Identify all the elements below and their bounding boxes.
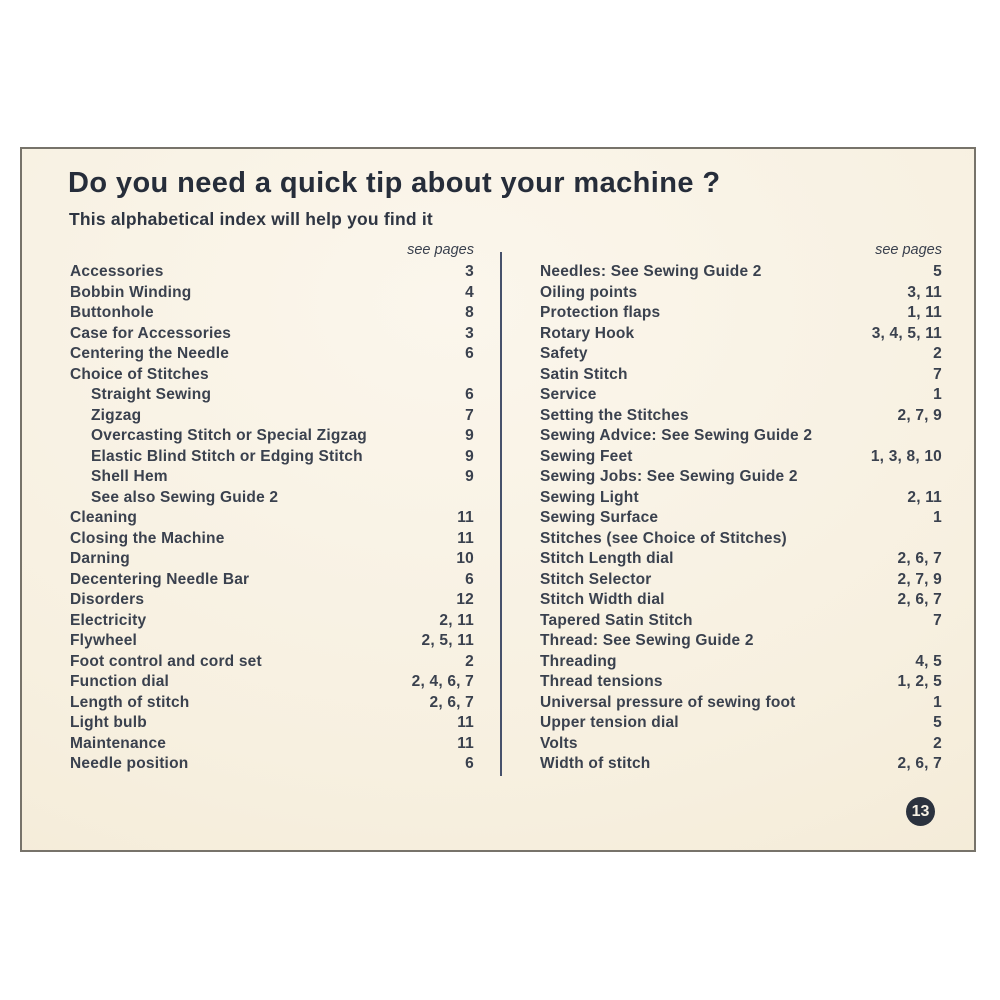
entry-pages: 10 bbox=[456, 550, 474, 567]
entry-label: Width of stitch bbox=[540, 755, 651, 772]
entry-label: Foot control and cord set bbox=[70, 652, 262, 670]
index-entry bbox=[70, 303, 474, 324]
entry-label: Tapered Satin Stitch bbox=[540, 611, 693, 629]
entry-label: Rotary Hook bbox=[540, 324, 635, 342]
entry-pages: 6 bbox=[465, 345, 474, 362]
entry-label: Electricity bbox=[70, 611, 147, 629]
entry-label: Oiling points bbox=[540, 283, 638, 301]
entry-label: Sewing Feet bbox=[540, 447, 633, 465]
entry-pages: 11 bbox=[457, 509, 474, 526]
entry-label: Setting the Stitches bbox=[540, 406, 689, 424]
index-entry bbox=[70, 447, 474, 468]
entry-label: Sewing Jobs: See Sewing Guide 2 bbox=[540, 468, 798, 485]
entry-label: Decentering Needle Bar bbox=[70, 570, 250, 588]
entry-pages: 9 bbox=[465, 427, 474, 444]
entry-pages: 6 bbox=[465, 570, 474, 588]
index-entry bbox=[70, 406, 474, 427]
entry-pages: 9 bbox=[465, 447, 474, 465]
index-entry bbox=[540, 672, 942, 693]
index-entry bbox=[540, 385, 942, 406]
entry-pages: 4 bbox=[465, 283, 474, 301]
entry-label: See also Sewing Guide 2 bbox=[91, 488, 279, 506]
entry-pages: 2, 4, 6, 7 bbox=[411, 673, 474, 690]
entry-pages: 12 bbox=[456, 591, 474, 608]
entry-pages: 1, 11 bbox=[907, 304, 942, 321]
entry-label: Maintenance bbox=[70, 734, 167, 752]
index-entry bbox=[540, 529, 942, 550]
index-entry bbox=[70, 754, 474, 775]
entry-pages: 6 bbox=[465, 386, 474, 403]
entry-label: Service bbox=[540, 386, 597, 403]
entry-label: Thread: See Sewing Guide 2 bbox=[540, 632, 754, 649]
entry-pages: 7 bbox=[933, 611, 942, 629]
entry-pages: 7 bbox=[933, 365, 942, 383]
entry-label: Darning bbox=[70, 550, 130, 567]
page-subtitle: This alphabetical index will help you find it bbox=[69, 209, 433, 229]
entry-pages: 9 bbox=[465, 468, 474, 485]
index-entry bbox=[70, 693, 474, 714]
entry-pages: 2, 6, 7 bbox=[897, 591, 942, 608]
index-entry bbox=[70, 549, 474, 570]
entry-label: Sewing Light bbox=[540, 488, 639, 506]
index-entry bbox=[540, 549, 942, 570]
entry-pages: 1, 3, 8, 10 bbox=[870, 447, 942, 465]
entry-label: Choice of Stitches bbox=[70, 365, 209, 383]
index-entry bbox=[540, 631, 942, 652]
entry-label: Bobbin Winding bbox=[70, 283, 192, 301]
entry-label: Sewing Surface bbox=[540, 509, 659, 526]
index-entry bbox=[70, 283, 474, 304]
index-entry bbox=[540, 447, 942, 468]
index-entry bbox=[70, 426, 474, 447]
page-number: 13 bbox=[911, 802, 930, 820]
index-entry bbox=[70, 570, 474, 591]
index-entry bbox=[70, 611, 474, 632]
entry-pages: 2, 11 bbox=[907, 488, 942, 506]
entry-label: Light bulb bbox=[70, 714, 147, 731]
entry-label: Overcasting Stitch or Special Zigzag bbox=[91, 427, 367, 444]
entry-pages: 1 bbox=[933, 386, 942, 403]
see-pages-header-right: see pages bbox=[875, 242, 942, 258]
index-entry bbox=[540, 283, 942, 304]
index-entry bbox=[70, 508, 474, 529]
entry-pages: 2 bbox=[933, 734, 942, 752]
index-entry bbox=[540, 406, 942, 427]
index-entry bbox=[540, 488, 942, 509]
index-entry bbox=[540, 611, 942, 632]
entry-label: Disorders bbox=[70, 591, 145, 608]
entry-label: Safety bbox=[540, 345, 588, 362]
entry-label: Needles: See Sewing Guide 2 bbox=[540, 263, 762, 280]
index-entry bbox=[70, 344, 474, 365]
entry-pages: 2, 6, 7 bbox=[897, 755, 942, 772]
entry-label: Function dial bbox=[70, 673, 170, 690]
entry-pages: 8 bbox=[465, 304, 474, 321]
entry-pages: 3 bbox=[465, 263, 474, 280]
entry-pages: 2 bbox=[933, 345, 942, 362]
index-entry bbox=[540, 754, 942, 775]
page-number-badge bbox=[906, 797, 935, 826]
entry-label: Protection flaps bbox=[540, 304, 661, 321]
entry-pages: 1 bbox=[933, 693, 942, 711]
index-entry bbox=[540, 426, 942, 447]
index-entry bbox=[540, 508, 942, 529]
index-entry bbox=[70, 631, 474, 652]
index-entry bbox=[540, 652, 942, 673]
entry-label: Stitch Width dial bbox=[540, 591, 665, 608]
entry-pages: 3, 4, 5, 11 bbox=[871, 324, 942, 342]
entry-label: Elastic Blind Stitch or Edging Stitch bbox=[91, 447, 363, 465]
entry-pages: 6 bbox=[465, 755, 474, 772]
entry-label: Buttonhole bbox=[70, 304, 154, 321]
entry-pages: 5 bbox=[933, 263, 942, 280]
index-column-right bbox=[540, 241, 942, 775]
index-entry bbox=[70, 385, 474, 406]
entry-label: Case for Accessories bbox=[70, 324, 232, 342]
index-column-left bbox=[70, 241, 474, 775]
index-rows-left bbox=[70, 262, 474, 775]
index-entry bbox=[540, 324, 942, 345]
entry-pages: 2, 11 bbox=[439, 611, 474, 629]
index-entry bbox=[540, 344, 942, 365]
page-title: Do you need a quick tip about your machine ? bbox=[68, 167, 721, 199]
entry-label: Universal pressure of sewing foot bbox=[540, 693, 796, 711]
entry-pages: 1, 2, 5 bbox=[897, 673, 942, 690]
manual-index-page bbox=[20, 147, 976, 852]
entry-label: Volts bbox=[540, 734, 578, 752]
entry-label: Shell Hem bbox=[91, 468, 168, 485]
see-pages-header-left: see pages bbox=[407, 242, 474, 258]
entry-label: Length of stitch bbox=[70, 693, 190, 711]
index-entry bbox=[70, 713, 474, 734]
entry-label: Sewing Advice: See Sewing Guide 2 bbox=[540, 427, 813, 444]
entry-pages: 2 bbox=[465, 652, 474, 670]
index-entry bbox=[540, 303, 942, 324]
entry-label: Accessories bbox=[70, 263, 164, 280]
index-entry bbox=[540, 570, 942, 591]
entry-label: Closing the Machine bbox=[70, 529, 225, 547]
index-entry bbox=[70, 262, 474, 283]
entry-pages: 2, 6, 7 bbox=[897, 550, 942, 567]
entry-pages: 4, 5 bbox=[915, 652, 942, 670]
index-entry bbox=[540, 590, 942, 611]
index-entry bbox=[70, 734, 474, 755]
entry-label: Straight Sewing bbox=[91, 386, 212, 403]
entry-pages: 2, 7, 9 bbox=[897, 570, 942, 588]
index-entry bbox=[540, 365, 942, 386]
entry-label: Zigzag bbox=[91, 406, 142, 424]
entry-label: Cleaning bbox=[70, 509, 138, 526]
column-divider-rule bbox=[500, 252, 502, 776]
entry-pages: 11 bbox=[457, 529, 474, 547]
index-entry bbox=[540, 713, 942, 734]
index-entry bbox=[70, 324, 474, 345]
entry-label: Threading bbox=[540, 652, 617, 670]
index-entry bbox=[70, 365, 474, 386]
entry-pages: 11 bbox=[457, 734, 474, 752]
index-entry bbox=[70, 529, 474, 550]
entry-pages: 1 bbox=[933, 509, 942, 526]
entry-label: Needle position bbox=[70, 755, 189, 772]
entry-label: Stitches (see Choice of Stitches) bbox=[540, 529, 787, 547]
index-rows-right bbox=[540, 262, 942, 775]
entry-pages: 2, 7, 9 bbox=[897, 406, 942, 424]
entry-pages: 7 bbox=[465, 406, 474, 424]
index-entry bbox=[70, 652, 474, 673]
entry-label: Satin Stitch bbox=[540, 365, 628, 383]
index-entry bbox=[70, 488, 474, 509]
entry-pages: 2, 5, 11 bbox=[421, 632, 474, 649]
entry-label: Stitch Selector bbox=[540, 570, 652, 588]
entry-label: Thread tensions bbox=[540, 673, 663, 690]
entry-pages: 3 bbox=[465, 324, 474, 342]
index-entry bbox=[540, 467, 942, 488]
index-entry bbox=[70, 590, 474, 611]
entry-label: Centering the Needle bbox=[70, 345, 230, 362]
index-entry bbox=[70, 467, 474, 488]
entry-pages: 3, 11 bbox=[907, 283, 942, 301]
entry-label: Flywheel bbox=[70, 632, 138, 649]
entry-pages: 5 bbox=[933, 714, 942, 731]
entry-label: Stitch Length dial bbox=[540, 550, 674, 567]
entry-pages: 2, 6, 7 bbox=[429, 693, 474, 711]
entry-pages: 11 bbox=[457, 714, 474, 731]
index-entry bbox=[70, 672, 474, 693]
index-entry bbox=[540, 262, 942, 283]
index-entry bbox=[540, 734, 942, 755]
index-entry bbox=[540, 693, 942, 714]
entry-label: Upper tension dial bbox=[540, 714, 679, 731]
